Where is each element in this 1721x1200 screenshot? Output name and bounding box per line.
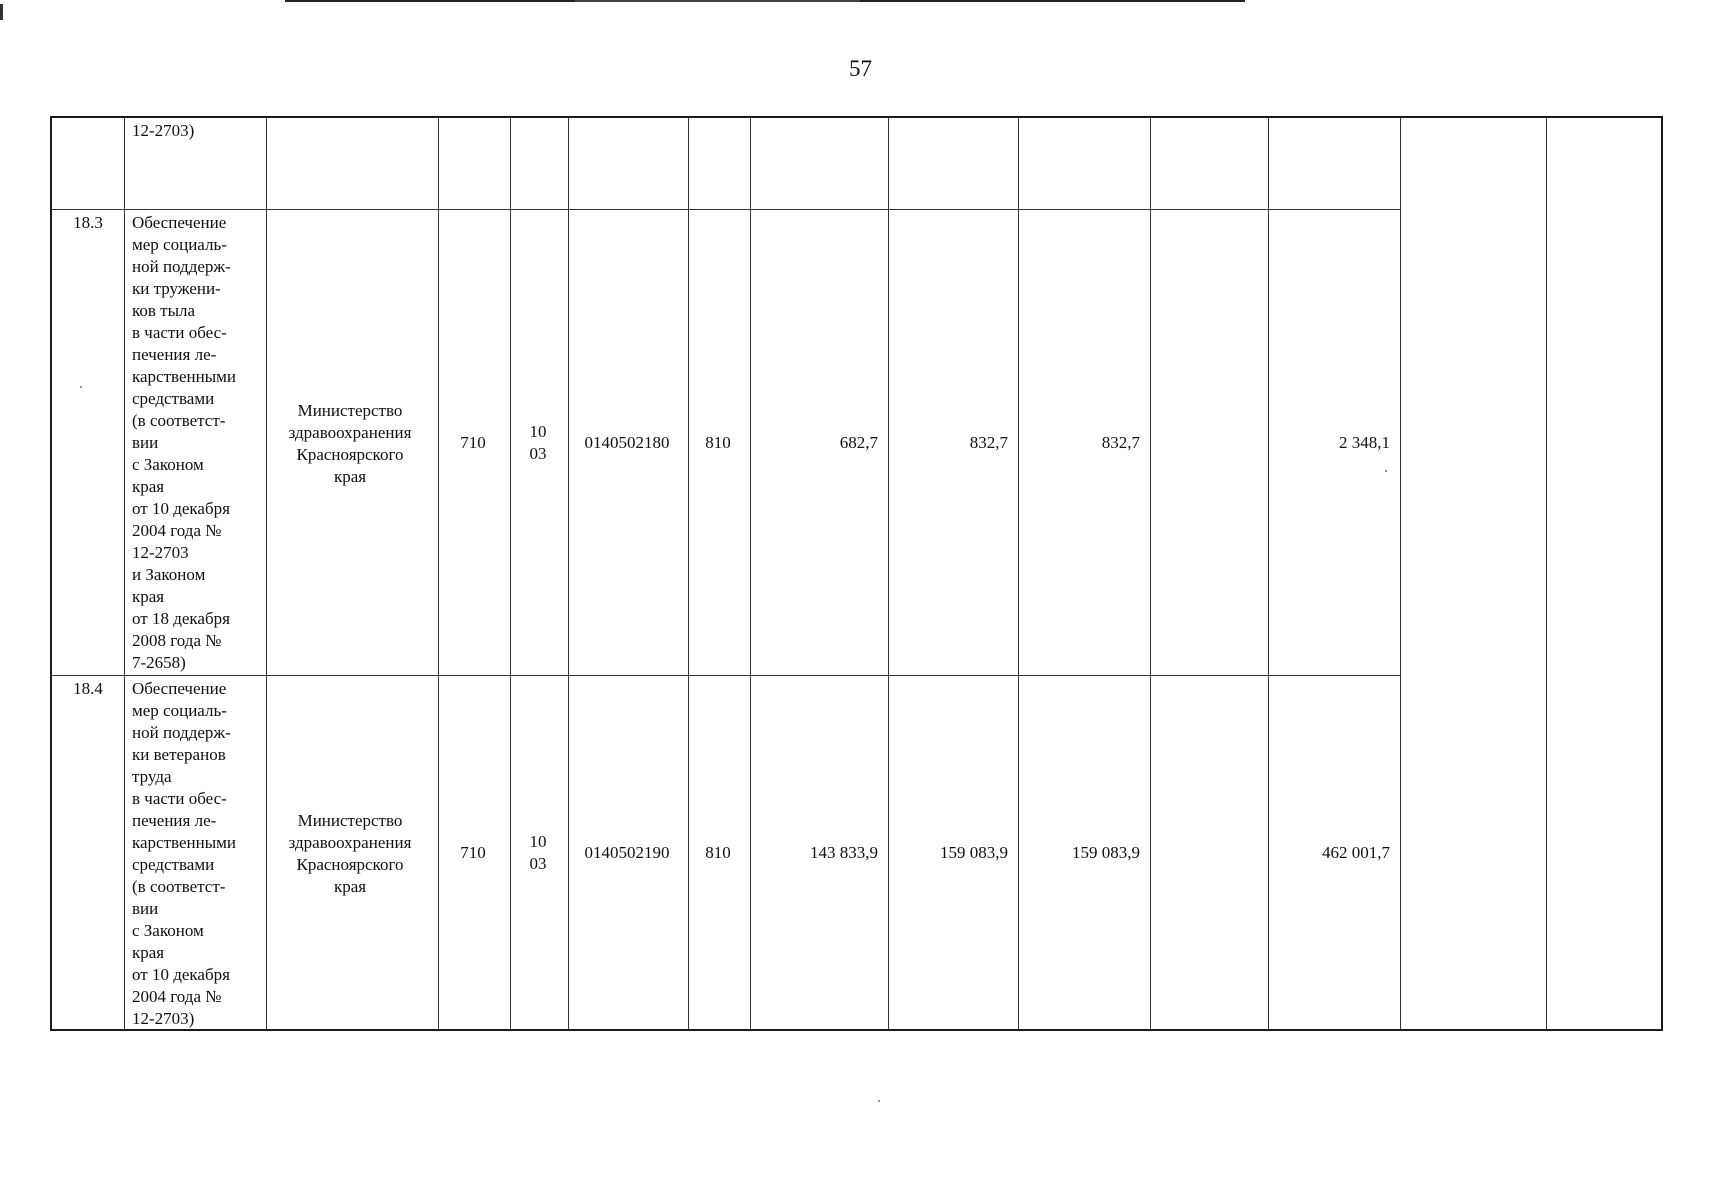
row-divider [52,209,1400,210]
row-total: 462 001,7 [1322,843,1390,862]
col-divider [510,118,511,1029]
col-divider [1400,118,1401,1029]
col-divider [750,118,751,1029]
row-total: 2 348,1 [1339,433,1390,452]
row-value-year1: 682,7 [839,433,878,452]
row-expense-type: 810 [705,433,731,452]
row-owner: Министерство здравоохранения Красноярского края [288,811,412,896]
scan-top-border-right [860,0,1245,2]
scan-speck [878,1100,880,1102]
row-value-year3: 159 083,9 [1072,843,1140,862]
row-value-year2: 159 083,9 [940,843,1008,862]
col-divider [438,118,439,1029]
col-divider [1268,118,1269,1029]
col-divider [688,118,689,1029]
row-grbs-code: 710 [460,433,486,452]
row-description: Обеспечение мер социаль- ной поддерж- ки ветеранов труда в части обес- печения ле- карственными средствами (в соответст- вии с Законом края от 10 декабря 2004 года № 12-2703) [132,679,236,1028]
row-value-year2: 832,7 [969,433,1008,452]
page-number: 57 [849,56,872,81]
col-divider [1546,118,1547,1029]
row-section-code: 10 03 [529,422,547,463]
row-value-year1: 143 833,9 [810,843,878,862]
row-target-code: 0140502180 [584,433,670,452]
row-grbs-code: 710 [460,843,486,862]
row-target-code: 0140502190 [584,843,670,862]
scan-top-border-mid [575,0,860,2]
row-number: 18.4 [73,679,103,698]
row-divider [52,675,1400,676]
row-owner: Министерство здравоохранения Красноярского края [288,401,412,486]
scan-top-border-left [285,0,575,2]
row-expense-type: 810 [705,843,731,862]
col-divider [568,118,569,1029]
scan-speck [80,386,82,388]
row-section-code: 10 03 [529,832,547,873]
col-divider [1150,118,1151,1029]
row-description: Обеспечение мер социаль- ной поддерж- ки тружени- ков тыла в части обес- печения ле- карственными средствами (в соответст- вии с Законом края от 10 декабря 2004 года № 12-2703 и Законом края от 18 декабря 2008 года № 7-2658) [132,213,236,672]
budget-table [50,116,1663,1031]
col-divider [1018,118,1019,1029]
row-description: 12-2703) [132,121,195,140]
scan-edge-mark [0,4,3,20]
col-divider [888,118,889,1029]
row-value-year3: 832,7 [1101,433,1140,452]
col-divider [124,118,125,1029]
row-number: 18.3 [73,213,103,232]
scan-speck [1385,470,1387,472]
